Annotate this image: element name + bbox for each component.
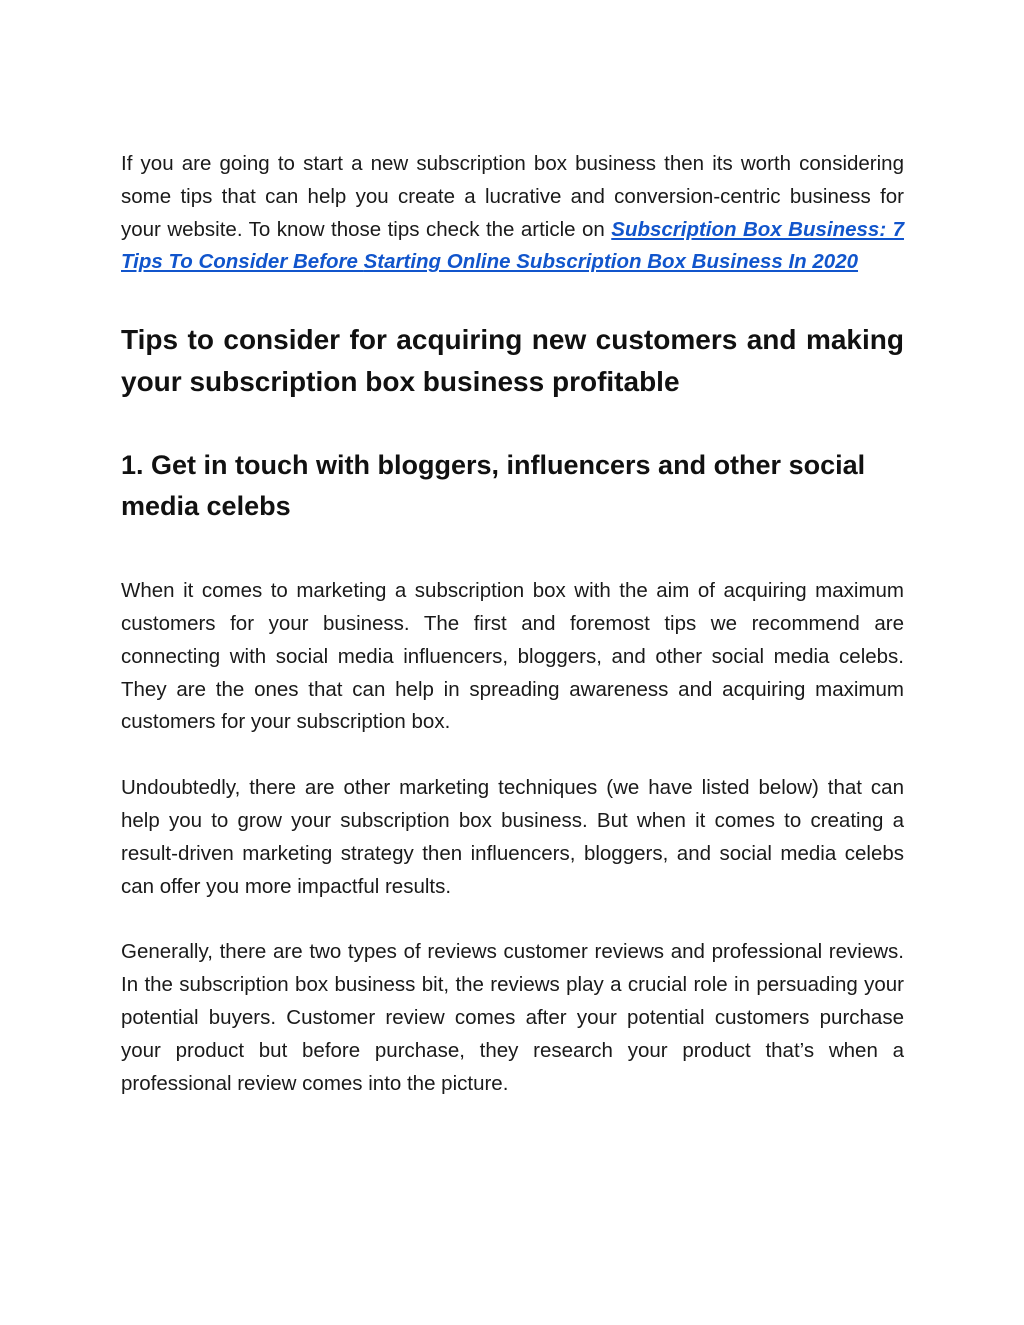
body-paragraph-1: When it comes to marketing a subscription box with the aim of acquiring maximum customers for your business. The first and foremost tips we recommend are connecting with social media influencers, bloggers, and other social media celebs. They are the ones that can help in spreading awareness and acquiring maximum customers for your subscription box. (121, 579, 904, 734)
document-page (121, 148, 904, 1100)
body-paragraph-3: Generally, there are two types of reviews customer reviews and professional reviews. In the subscription box business bit, the reviews play a crucial role in persuading your potential buyers. Customer review comes after your potential customers purchase your product but before purchase, they research your product that’s when a professional review comes into the picture. (121, 940, 904, 1095)
intro-paragraph (121, 148, 904, 279)
article-link-part-2[interactable]: Starting Online Subscription Box Business In 2020 (363, 250, 859, 274)
body-paragraph-2: Undoubtedly, there are other marketing techniques (we have listed below) that can help you to grow your subscription box business. But when it comes to creating a result-driven marketing strategy then influencers, bloggers, and social media celebs can offer you more impactful results. (121, 776, 904, 898)
article-link-part-1[interactable]: Subscription Box Business: 7 Tips To Consider Before (121, 217, 904, 274)
intro-text: If you are going to start a new subscription box business then its worth considering some tips that can help you create a lucrative and conversion-centric business for your website. To know those tips check the article on (121, 152, 904, 241)
main-heading: Tips to consider for acquiring new customers and making your subscription box business profitable (121, 324, 904, 398)
section-heading: 1. Get in touch with bloggers, influencers and other social media celebs (121, 450, 866, 522)
